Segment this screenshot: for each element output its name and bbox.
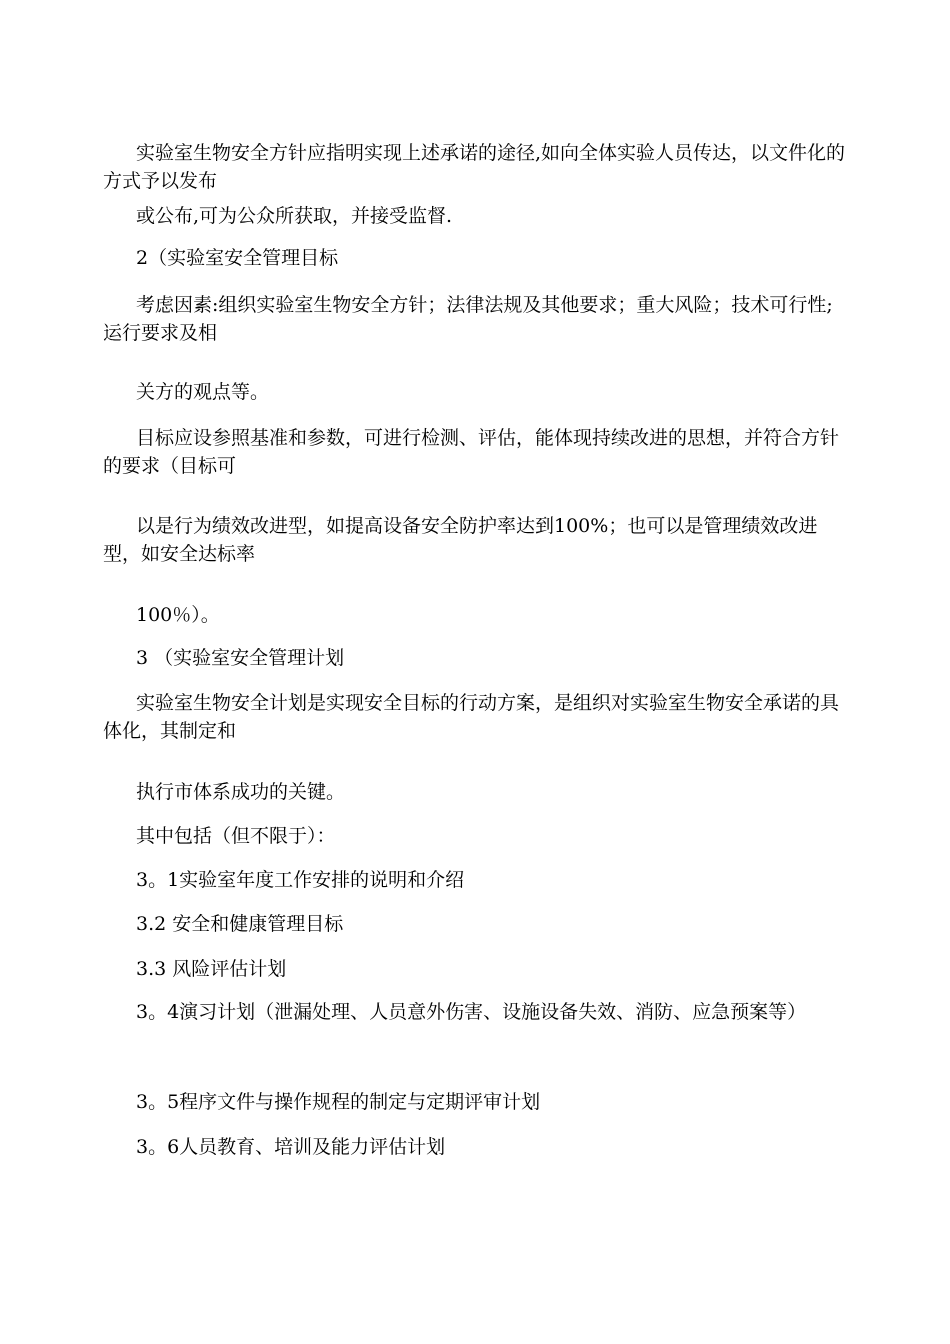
list-item-3-4: 3。4演习计划（泄漏处理、人员意外伤害、设施设备失效、消防、应急预案等） — [136, 1001, 807, 1023]
list-item-3-6: 3。6人员教育、培训及能力评估计划 — [136, 1136, 446, 1158]
paragraph-considerations: 考虑因素:组织实验室生物安全方针；法律法规及其他要求；重大风险；技术可行性;运行要求及相 — [103, 294, 833, 344]
paragraph-objective-criteria: 目标应设参照基准和参数，可进行检测、评估，能体现持续改进的思想，并符合方针的要求（目标可 — [103, 427, 840, 477]
paragraph-policy-means: 实验室生物安全方针应指明实现上述承诺的途径,如向全体实验人员传达，以文件化的方式予以发布 — [103, 142, 846, 192]
heading-safety-objectives: 2（实验室安全管理目标 — [136, 247, 339, 269]
list-item-3-5: 3。5程序文件与操作规程的制定与定期评审计划 — [136, 1091, 541, 1113]
list-item-3-1: 3。1实验室年度工作安排的说明和介绍 — [136, 869, 465, 891]
paragraph-plan-key: 执行市体系成功的关键。 — [136, 781, 346, 803]
paragraph-objective-examples: 以是行为绩效改进型，如提高设备安全防护率达到100%；也可以是管理绩效改进型，如安全达标率 — [103, 515, 818, 565]
list-item-3-3: 3.3 风险评估计划 — [136, 958, 287, 980]
paragraph-policy-publish: 或公布,可为公众所获取，并接受监督. — [136, 205, 453, 227]
heading-safety-plan: 3 （实验室安全管理计划 — [136, 647, 345, 669]
paragraph-plan-definition: 实验室生物安全计划是实现安全目标的行动方案，是组织对实验室生物安全承诺的具体化，其制定和 — [103, 692, 840, 742]
paragraph-includes: 其中包括（但不限于）： — [136, 825, 336, 847]
paragraph-objective-rate: 100％）。 — [136, 604, 220, 626]
list-item-3-2: 3.2 安全和健康管理目标 — [136, 913, 344, 935]
paragraph-viewpoints: 关方的观点等。 — [136, 381, 270, 403]
